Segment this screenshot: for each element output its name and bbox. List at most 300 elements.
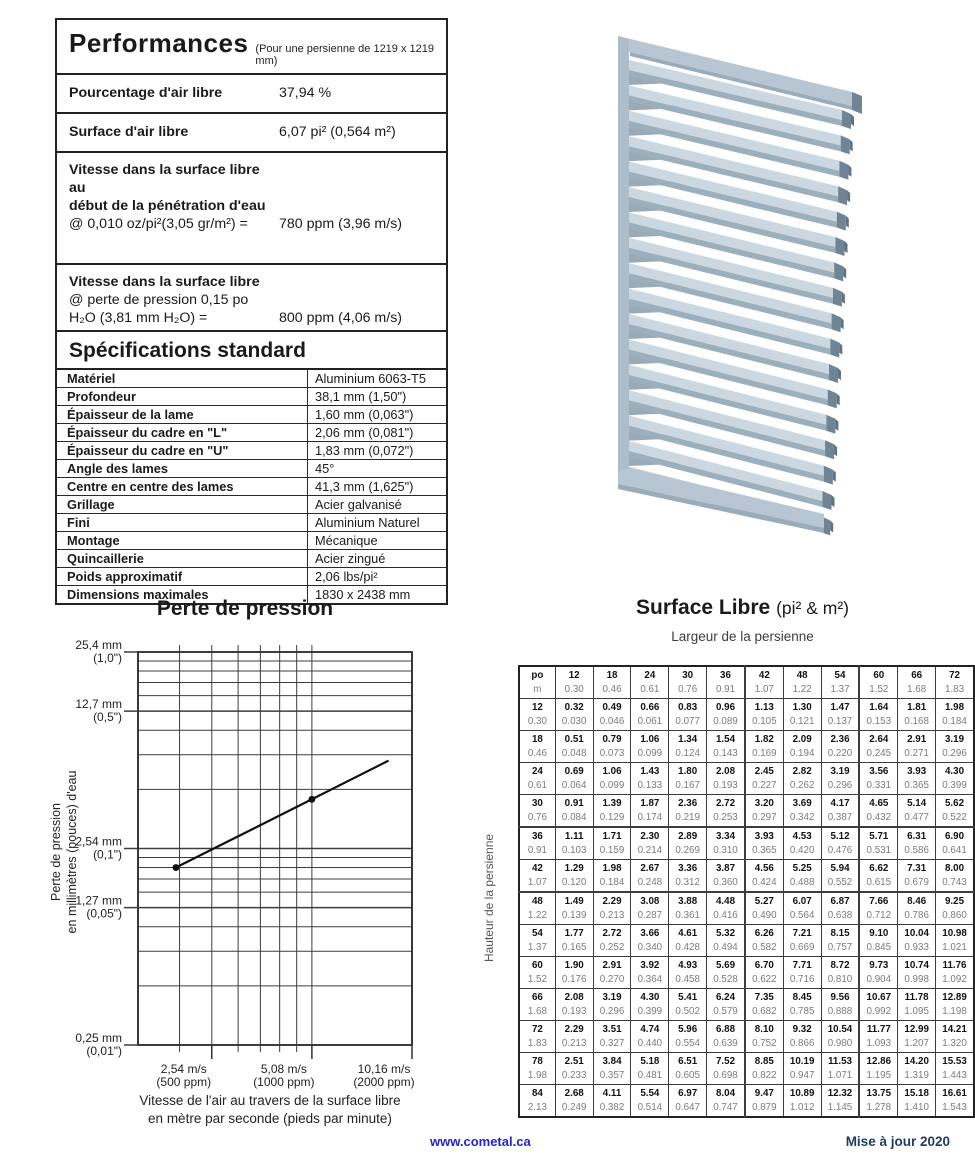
surface-cell (936, 795, 974, 828)
surface-cell (593, 860, 631, 893)
surface-cell-m2: 0.641 (942, 845, 967, 856)
surface-cell (783, 763, 821, 795)
louver-slat-cap-edge (833, 470, 836, 482)
chart-y-tick-label: 12,7 mm (75, 697, 122, 712)
surface-cell (859, 860, 897, 893)
surface-libre-title (520, 596, 965, 620)
surface-row-header (519, 957, 555, 989)
surface-cell-m2: 0.947 (789, 1070, 815, 1081)
surface-cell (707, 892, 745, 925)
surface-cell-m2: 0.752 (752, 1038, 777, 1049)
surface-cell-m2: 0.822 (752, 1070, 777, 1081)
surface-row-header-m2: 1.52 (527, 974, 547, 985)
louver-slat-cap-edge (851, 114, 854, 126)
spec-row (57, 568, 446, 586)
surface-cell (745, 989, 783, 1021)
surface-cell-m2: 0.564 (789, 910, 815, 921)
surface-col-header (859, 666, 897, 699)
surface-row (519, 795, 974, 828)
surface-cell (555, 1085, 593, 1118)
surface-cell (669, 827, 707, 860)
surface-cell-m2: 0.219 (675, 812, 700, 823)
surface-cell-m2: 0.046 (599, 716, 625, 727)
surface-cell-m2: 0.476 (827, 845, 853, 856)
surface-cell-pi2: 2.72 (715, 798, 736, 809)
chart-y-tick-label: (0,01") (86, 1044, 122, 1058)
spec-row (57, 388, 446, 406)
surface-cell-pi2: 5.54 (640, 1088, 660, 1099)
surface-cell-pi2: 3.19 (830, 766, 850, 777)
performance-label-line: Pourcentage d'air libre (69, 85, 223, 101)
spec-value: Acier zingué (315, 551, 386, 566)
surface-cell (669, 1085, 707, 1118)
surface-cell-pi2: 5.18 (640, 1056, 660, 1067)
spec-label: Épaisseur du cadre en "L" (57, 424, 308, 441)
surface-cell (936, 827, 974, 860)
surface-cell-pi2: 4.53 (792, 831, 812, 842)
surface-cell-m2: 0.639 (713, 1038, 738, 1049)
surface-cell (745, 957, 783, 989)
surface-col-header-m2: 1.22 (792, 684, 812, 695)
louver-slat-cap-edge (839, 343, 842, 355)
spec-row (57, 550, 446, 568)
surface-cell-m2: 0.933 (904, 942, 929, 953)
surface-cell (745, 699, 783, 731)
surface-cell (821, 957, 859, 989)
surface-cell-pi2: 1.47 (830, 702, 850, 713)
surface-cell-pi2: 3.34 (715, 831, 736, 842)
spec-label: Fini (57, 514, 308, 531)
surface-cell-m2: 0.682 (752, 1006, 777, 1017)
surface-cell (631, 1021, 669, 1053)
surface-cell-pi2: 2.82 (792, 766, 812, 777)
surface-cell-pi2: 0.66 (640, 702, 660, 713)
surface-cell-m2: 0.165 (561, 942, 587, 953)
surface-cell-m2: 0.297 (752, 812, 777, 823)
surface-header-row (519, 666, 974, 699)
surface-col-header-m2: 0.61 (640, 684, 660, 695)
surface-cell-m2: 0.879 (752, 1102, 777, 1113)
surface-row-header-m2: 1.22 (527, 910, 547, 921)
surface-cell-pi2: 3.19 (944, 734, 965, 745)
surface-cell (555, 925, 593, 957)
chart-y-tick-label: (0,1") (93, 847, 122, 862)
louver-slat-cap-edge (847, 190, 850, 202)
surface-cell-m2: 0.528 (713, 974, 738, 985)
surface-cell (631, 763, 669, 795)
footer-url[interactable]: www.cometal.ca (430, 1134, 531, 1149)
spec-row (57, 442, 446, 460)
surface-cell-pi2: 7.31 (907, 863, 927, 874)
surface-cell-pi2: 6.88 (715, 1024, 736, 1035)
surface-cell (898, 795, 936, 828)
surface-cell (555, 763, 593, 795)
surface-cell-m2: 0.089 (713, 716, 738, 727)
surface-cell-m2: 0.888 (827, 1006, 853, 1017)
surface-cell-m2: 1.095 (904, 1006, 929, 1017)
chart-y-tick-label: 25,4 mm (75, 638, 122, 652)
surface-cell-pi2: 15.18 (904, 1088, 929, 1099)
surface-cell-m2: 0.357 (599, 1070, 625, 1081)
surface-col-header (821, 666, 859, 699)
surface-cell (783, 699, 821, 731)
surface-cell-m2: 0.061 (637, 716, 663, 727)
surface-cell-m2: 0.428 (675, 942, 700, 953)
louver-slat-cap (834, 262, 843, 281)
surface-cell-pi2: 1.30 (792, 702, 812, 713)
surface-row (519, 1053, 974, 1085)
surface-col-header-m2: 1.83 (944, 684, 965, 695)
surface-cell-pi2: 11.53 (828, 1056, 852, 1067)
surface-cell-m2: 0.679 (904, 877, 929, 888)
surface-cell-pi2: 8.45 (792, 992, 812, 1003)
surface-cell-pi2: 7.66 (869, 896, 889, 907)
surface-cell-pi2: 6.87 (830, 896, 850, 907)
surface-cell-pi2: 3.84 (602, 1056, 622, 1067)
surface-row (519, 827, 974, 860)
louver-slat-cap (830, 339, 839, 358)
surface-cell-pi2: 3.93 (754, 831, 774, 842)
surface-cell (859, 1053, 897, 1085)
footer-note: Mise à jour 2020 (845, 1134, 950, 1149)
louver-slat-cap (839, 161, 848, 180)
chart-data-point (172, 864, 179, 871)
surface-cell-pi2: 4.48 (715, 896, 736, 907)
surface-cell (593, 989, 631, 1021)
surface-row-header-m2: 1.68 (527, 1006, 547, 1017)
chart-y-tick-label: (0,5") (93, 710, 122, 725)
surface-cell-m2: 0.494 (713, 942, 738, 953)
surface-cell-m2: 0.481 (637, 1070, 663, 1081)
surface-row-header (519, 1085, 555, 1118)
surface-cell-pi2: 3.93 (907, 766, 927, 777)
spec-label: Dimensions maximales (57, 586, 308, 603)
surface-cell (821, 925, 859, 957)
spec-row (57, 460, 446, 478)
surface-row-header-pi2: 36 (531, 831, 543, 842)
surface-cell-m2: 0.084 (561, 812, 587, 823)
surface-cell-m2: 1.195 (866, 1070, 892, 1081)
surface-cell-m2: 0.099 (599, 780, 625, 791)
surface-row-header-pi2: 60 (531, 960, 543, 971)
surface-cell-pi2: 0.83 (678, 702, 698, 713)
surface-row-header-m2: 0.61 (527, 780, 547, 791)
surface-cell (859, 795, 897, 828)
surface-row-header (519, 795, 555, 828)
surface-row-header-m2: 0.76 (527, 812, 547, 823)
surface-cell-pi2: 2.72 (602, 928, 622, 939)
surface-cell (898, 699, 936, 731)
surface-cell (859, 827, 897, 860)
surface-cell-m2: 1.021 (942, 942, 967, 953)
surface-cell-pi2: 15.53 (942, 1056, 967, 1067)
surface-cell (707, 860, 745, 893)
surface-cell-pi2: 0.49 (602, 702, 622, 713)
surface-cell (821, 1053, 859, 1085)
surface-cell-m2: 0.213 (561, 1038, 587, 1049)
surface-cell-pi2: 12.32 (827, 1088, 853, 1099)
surface-row (519, 763, 974, 795)
louver-slat-cap (838, 186, 847, 205)
surface-cell-pi2: 9.32 (792, 1024, 812, 1035)
surface-col-header-m2: 0.30 (564, 684, 584, 695)
surface-cell-pi2: 4.65 (869, 798, 889, 809)
surface-cell-pi2: 2.91 (602, 960, 622, 971)
louver-slat-cap-edge (830, 520, 833, 532)
surface-row-header (519, 1053, 555, 1085)
surface-cell-pi2: 5.69 (715, 960, 736, 971)
surface-row-header-m2: 1.98 (527, 1070, 547, 1081)
chart-y-axis-caption-line2: en millimètres (pouces) d'eau (65, 770, 79, 934)
surface-cell-pi2: 1.87 (640, 798, 660, 809)
surface-cell-m2: 1.319 (904, 1070, 929, 1081)
surface-cell-pi2: 6.07 (792, 896, 812, 907)
chart-x-tick-label: 10,16 m/s (357, 1062, 411, 1076)
surface-cell-m2: 0.605 (675, 1070, 700, 1081)
surface-cell-pi2: 3.66 (640, 928, 660, 939)
surface-cell-pi2: 14.21 (942, 1024, 967, 1035)
surface-cell-m2: 0.747 (713, 1102, 738, 1113)
surface-cell (707, 957, 745, 989)
performances-subtitle: (Pour une persienne de 1219 x 1219 mm) (255, 43, 434, 67)
surface-cell (631, 957, 669, 989)
surface-cell (898, 731, 936, 763)
surface-cell (936, 957, 974, 989)
spec-label: Angle des lames (57, 460, 308, 477)
surface-cell-pi2: 4.17 (830, 798, 850, 809)
surface-cell-pi2: 11.77 (866, 1024, 891, 1035)
surface-row-header-pi2: 54 (531, 928, 543, 939)
performance-row (57, 265, 446, 339)
surface-cell (821, 795, 859, 828)
surface-cell (821, 892, 859, 925)
surface-cell-m2: 0.296 (599, 1006, 625, 1017)
surface-cell (936, 989, 974, 1021)
surface-cell (669, 989, 707, 1021)
surface-cell (936, 1021, 974, 1053)
surface-cell-pi2: 5.41 (678, 992, 698, 1003)
surface-row-header (519, 763, 555, 795)
surface-cell (783, 957, 821, 989)
surface-cell (669, 892, 707, 925)
performance-label-line: début de la pénétration d'eau (69, 198, 266, 214)
surface-cell (936, 925, 974, 957)
surface-row-header-pi2: 78 (531, 1056, 543, 1067)
surface-cell-pi2: 8.00 (944, 863, 965, 874)
surface-cell (898, 925, 936, 957)
surface-col-header (898, 666, 936, 699)
surface-cell-m2: 0.387 (827, 812, 853, 823)
surface-col-header-pi2: 30 (682, 670, 694, 681)
surface-cell (631, 731, 669, 763)
performance-label (69, 84, 267, 102)
surface-cell-m2: 0.129 (599, 812, 625, 823)
surface-col-header-pi2: 66 (911, 670, 923, 681)
surface-cell-pi2: 6.26 (754, 928, 774, 939)
surface-cell-pi2: 10.19 (789, 1056, 815, 1067)
performance-value: 37,94 % (279, 85, 332, 101)
surface-cell-m2: 0.399 (637, 1006, 663, 1017)
louver-slat-cap-edge (842, 292, 845, 304)
surface-cell (631, 827, 669, 860)
specifications-header (57, 332, 446, 370)
surface-cell (707, 1021, 745, 1053)
surface-row-header-pi2: 66 (531, 992, 543, 1003)
surface-libre-table (518, 665, 975, 1118)
chart-y-axis-caption-line1: Perte de pression (49, 803, 63, 901)
surface-col-header-m2: 1.68 (907, 684, 927, 695)
surface-cell-pi2: 2.91 (907, 734, 927, 745)
surface-cell-m2: 0.615 (866, 877, 892, 888)
surface-cell-m2: 0.360 (713, 877, 738, 888)
chart-data-point (308, 796, 315, 803)
surface-col-header (631, 666, 669, 699)
louver-slat-cap-edge (841, 317, 844, 329)
surface-cell-pi2: 4.30 (944, 766, 965, 777)
surface-col-header-m2: 0.46 (602, 684, 622, 695)
surface-cell-m2: 0.579 (713, 1006, 738, 1017)
surface-cell-m2: 0.327 (599, 1038, 625, 1049)
chart-x-tick-label: (1000 ppm) (253, 1075, 315, 1089)
surface-cell-m2: 0.296 (827, 780, 853, 791)
chart-x-axis-caption-line1: Vitesse de l'air au travers de la surface libre (139, 1093, 401, 1108)
surface-cell-m2: 0.554 (675, 1038, 700, 1049)
surface-cell-pi2: 2.29 (564, 1024, 584, 1035)
surface-cell (936, 699, 974, 731)
spec-value: 2,06 mm (0,081") (315, 425, 414, 440)
surface-cell (669, 1053, 707, 1085)
surface-cell (707, 1085, 745, 1118)
surface-cell-m2: 0.638 (827, 910, 853, 921)
surface-cell-pi2: 5.94 (830, 863, 850, 874)
surface-cell (669, 1021, 707, 1053)
surface-cell (593, 795, 631, 828)
surface-row (519, 892, 974, 925)
surface-cell-m2: 1.093 (866, 1038, 892, 1049)
surface-col-header (669, 666, 707, 699)
surface-cell-m2: 0.220 (827, 748, 853, 759)
surface-cell (898, 989, 936, 1021)
surface-cell-pi2: 6.51 (678, 1056, 698, 1067)
surface-cell (707, 1053, 745, 1085)
surface-cell-pi2: 3.51 (602, 1024, 622, 1035)
surface-cell-pi2: 3.87 (715, 863, 736, 874)
surface-cell (821, 699, 859, 731)
surface-cell (821, 731, 859, 763)
surface-cell (859, 1021, 897, 1053)
surface-col-header-pi2: 60 (873, 670, 885, 681)
surface-row (519, 699, 974, 731)
surface-cell-pi2: 9.56 (830, 992, 850, 1003)
spec-row (57, 496, 446, 514)
surface-cell (898, 763, 936, 795)
surface-cell (859, 989, 897, 1021)
surface-cell-pi2: 0.32 (564, 702, 584, 713)
surface-cell-m2: 0.477 (904, 812, 929, 823)
surface-cell-m2: 0.253 (713, 812, 738, 823)
surface-cell-pi2: 2.51 (564, 1056, 584, 1067)
surface-cell (593, 1085, 631, 1118)
louver-slat-cap-edge (838, 368, 841, 380)
surface-cell-pi2: 1.98 (602, 863, 622, 874)
surface-cell-pi2: 4.61 (678, 928, 698, 939)
surface-cell (631, 795, 669, 828)
surface-cell-m2: 0.184 (942, 716, 967, 727)
surface-row (519, 1085, 974, 1118)
spec-value: 45° (315, 461, 335, 476)
performance-label-line: Surface d'air libre (69, 124, 189, 140)
surface-cell-pi2: 1.39 (602, 798, 622, 809)
performances-table (55, 18, 448, 341)
surface-col-header-m2: 0.91 (715, 684, 736, 695)
surface-cell-pi2: 10.74 (904, 960, 929, 971)
surface-cell-m2: 0.712 (866, 910, 892, 921)
louver-slat-cap-edge (848, 165, 851, 177)
performance-label-line: @ 0,010 oz/pi²(3,05 gr/m²) = (69, 216, 248, 232)
surface-col-header (707, 666, 745, 699)
surface-cell-m2: 0.099 (637, 748, 663, 759)
surface-cell-pi2: 1.06 (602, 766, 622, 777)
louver-slat-cap-edge (843, 266, 846, 278)
louver-slat-cap (823, 491, 832, 510)
surface-cell-m2: 0.904 (866, 974, 892, 985)
surface-col-header (593, 666, 631, 699)
pressure-chart (28, 628, 483, 1098)
surface-cell (859, 925, 897, 957)
chart-y-tick-label: 2,54 mm (75, 834, 122, 849)
chart-y-tick-label: 1,27 mm (75, 893, 122, 908)
louver-slat-cap-edge (834, 444, 837, 456)
surface-cell (783, 731, 821, 763)
surface-cell (821, 1021, 859, 1053)
surface-cell (707, 827, 745, 860)
surface-cell-m2: 1.543 (942, 1102, 967, 1113)
pressure-chart-title: Perte de pression (156, 597, 334, 620)
surface-cell (669, 860, 707, 893)
surface-cell-pi2: 10.04 (904, 928, 929, 939)
surface-cell (745, 795, 783, 828)
surface-cell (669, 957, 707, 989)
surface-col-header-m2: 1.52 (869, 684, 889, 695)
surface-cell-pi2: 7.52 (715, 1056, 736, 1067)
surface-cell-pi2: 6.90 (944, 831, 965, 842)
surface-cell (593, 957, 631, 989)
spec-row (57, 478, 446, 496)
surface-cell-m2: 0.743 (942, 877, 967, 888)
surface-cell-m2: 0.399 (942, 780, 967, 791)
surface-cell-m2: 1.092 (942, 974, 967, 985)
surface-cell (783, 827, 821, 860)
surface-cell (821, 989, 859, 1021)
surface-cell (898, 1085, 936, 1118)
surface-cell-m2: 0.103 (561, 845, 587, 856)
surface-cell-pi2: 8.15 (830, 928, 850, 939)
surface-cell-m2: 0.586 (904, 845, 929, 856)
surface-cell-pi2: 2.08 (564, 992, 584, 1003)
surface-cell (936, 892, 974, 925)
surface-cell-m2: 0.514 (637, 1102, 663, 1113)
surface-cell (783, 892, 821, 925)
surface-cell-m2: 1.443 (942, 1070, 967, 1081)
surface-cell-pi2: 3.08 (640, 896, 660, 907)
surface-cell-m2: 0.365 (752, 845, 777, 856)
performances-header (57, 20, 446, 75)
surface-row-header-m2: 1.37 (527, 942, 547, 953)
spec-value: 1,83 mm (0,072") (315, 443, 414, 458)
surface-cell (783, 925, 821, 957)
surface-row-header (519, 699, 555, 731)
surface-row-header-m2: 0.30 (527, 716, 547, 727)
